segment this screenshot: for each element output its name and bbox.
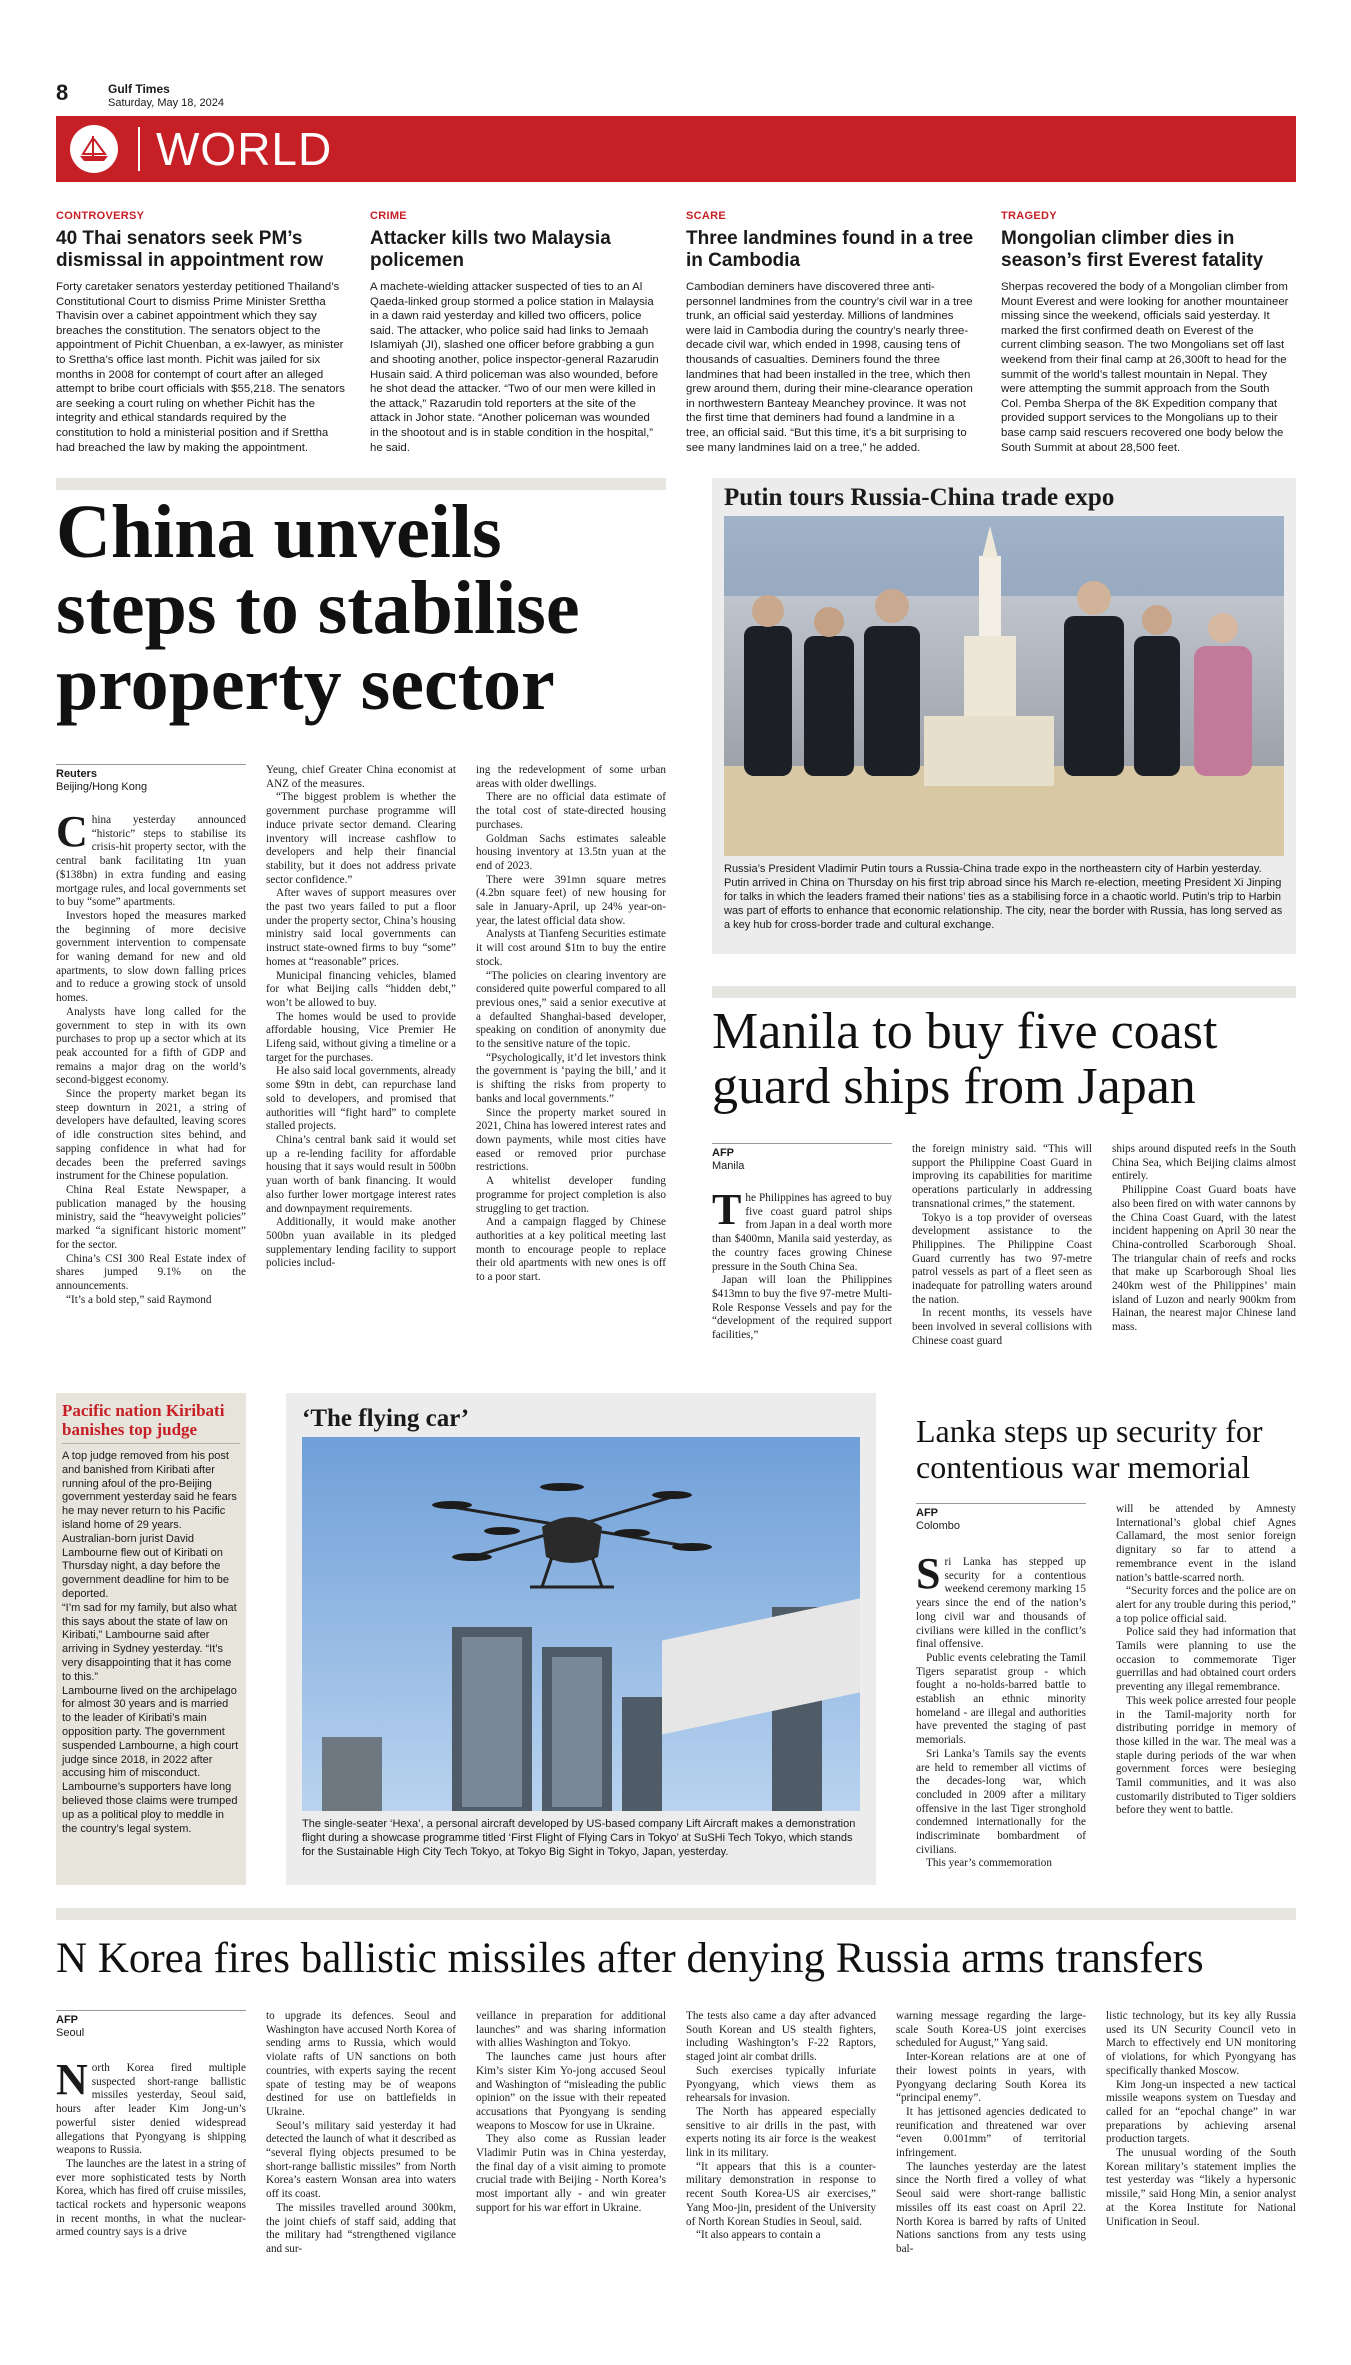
publication-name: Gulf Times (108, 82, 170, 96)
nkorea-col-4 (686, 2010, 876, 2243)
paragraph: China’s CSI 300 Real Estate index of shares jumped 9.1% on the announcements. (56, 1252, 246, 1292)
paragraph: Japan will loan the Philippines $413mn to buy the five 97-metre Multi-Role Response Vessels and pay for the “development of the required support facilities,” (712, 1274, 892, 1342)
brief-crime (370, 210, 660, 455)
paragraph: The launches are the latest in a string of ever more sophisticated tests by North Korea, which has fired off cruise missiles, tactical rockets and hypersonic weapons in recent months, in what the nuclear-armed country says is a drive (56, 2157, 246, 2239)
brief-scare (686, 210, 976, 455)
paragraph: Analysts at Tianfeng Securities estimate it will cost around $1tn to buy the entire stock. (476, 928, 666, 968)
china-headline: China unveils steps to stabilise property sector (56, 490, 580, 726)
manila-headline: Manila to buy five coast guard ships from Japan (712, 1003, 1218, 1115)
nkorea-col-2 (266, 2010, 456, 2257)
putin-photo (724, 516, 1284, 856)
paragraph: He also said local governments, already some $9tn in debt, can repurchase land sold to developers, and promised that authorities will “fight hard” to complete stalled projects. (266, 1065, 456, 1133)
paragraph: China yesterday announced “historic” steps to stabilise its crisis-hit property sector, with the central bank facilitating 1tn yuan ($138bn) in extra funding and easing mortgage rules, and local governments set to buy “some” apartments. (56, 807, 246, 909)
paragraph: China’s central bank said it would set up a re-lending facility for affordable housing that it says would result in 500bn yuan worth of bank financing. It would also further lower mortgage interest rates and downpayment requirements. (266, 1133, 456, 1215)
paragraph: The tests also came a day after advanced South Korean and US stealth fighters, including Washington’s F-22 Raptors, staged joint air combat drills. (686, 2010, 876, 2064)
paragraph: The Philippines has agreed to buy five coast guard patrol ships from Japan in a deal worth more than $400mn, Manila said yesterday, as the country faces growing Chinese pressure in the South China Sea. (712, 1185, 892, 1273)
byline: Reuters (56, 768, 97, 780)
section-rule (56, 1908, 1296, 1920)
lanka-byline-block (916, 1503, 1086, 1532)
flyingcar-photo (302, 1437, 860, 1811)
china-col-3 (476, 764, 666, 1285)
banner-divider (138, 127, 140, 171)
paragraph: Sri Lanka’s Tamils say the events are held to remember all victims of the decades-long war, which concluded in 2009 after a military offensive in the last Tiger stronghold condemned internationally for the indiscriminate bombardment of civilians. (916, 1747, 1086, 1856)
byline: AFP (712, 1147, 734, 1159)
nkorea-col-1 (56, 2055, 246, 2240)
paragraph: Goldman Sachs estimates saleable housing inventory at 13.5tn yuan at the end of 2023. (476, 832, 666, 872)
lanka-col-1 (916, 1549, 1086, 1871)
paragraph: And a campaign flagged by Chinese authorities at a key political meeting last month to encourage people to replace their old apartments with new ones is off to a poor start. (476, 1216, 666, 1284)
brief-tragedy (1001, 210, 1291, 455)
paragraph: veillance in preparation for additional launches” and was sharing information with allies Washington and Tokyo. (476, 2010, 666, 2050)
paragraph: the foreign ministry said. “This will support the Philippine Coast Guard in improving its capabilities for maritime operations particularly in addressing transnational crimes,” the statement. (912, 1143, 1092, 1210)
paragraph: Seoul’s military said yesterday it had detected the launch of what it described as “several flying objects presumed to be short-range ballistic missiles” from North Korea’s eastern Wonsan area into waters off its coast. (266, 2119, 456, 2201)
paragraph: “The policies on clearing inventory are considered quite powerful compared to all previous ones,” said a senior executive at a defaulted Shanghai-based developer, speaking on condition of anonymity due to the sensitive nature of the topic. (476, 969, 666, 1051)
paragraph: There were 391mn square metres (4.2bn square feet) of new housing for sale in January-April, up 24% year-on-year, the latest official data show. (476, 873, 666, 927)
paragraph: Lambourne’s supporters have long believed those claims were trumped up as a political ploy to meddle in the country’s legal system. (62, 1781, 238, 1835)
paragraph: Additionally, it would make another 500bn yuan available in its pledged supplementary lending facility to support policies includ- (266, 1216, 456, 1270)
byline: AFP (56, 2014, 78, 2026)
dateline: Seoul (56, 2027, 85, 2039)
paragraph: Analysts have long called for the government to step in with its own purchases to prop up a sector which at its peak accounted for a fifth of GDP and remains a major drag on the world’s second-biggest economy. (56, 1005, 246, 1087)
paragraph: listic technology, but its key ally Russia used its UN Security Council veto in March to effectively end UN monitoring of violations, for which Pyongyang has specifically thanked Moscow. (1106, 2010, 1296, 2077)
paragraph: Since the property market soured in 2021, China has lowered interest rates and down payments, while most cities have eased or removed prior purchase restrictions. (476, 1106, 666, 1174)
brief-kicker: TRAGEDY (1001, 210, 1057, 222)
brief-headline: Mongolian climber dies in season’s first Everest fatality (1001, 228, 1264, 271)
china-byline-block (56, 764, 246, 793)
paragraph: “I’m sad for my family, but also what this says about the state of law on Kiribati,” Lambourne said after arriving in Sydney yesterday. “It’s very disappointing that it has come to this.” (62, 1601, 237, 1683)
nkorea-col-3 (476, 2010, 666, 2216)
flyingcar-headline: ‘The flying car’ (302, 1405, 470, 1432)
paragraph: Australian-born jurist David Lambourne flew out of Kiribati on Thursday night, a day before the government deadline for him to be deported. (62, 1532, 229, 1600)
paragraph: Police said they had information that Tamils were planning to use the occasion to commemorate Tiger guerrillas and had obtained court orders preventing any illegal remembrance. (1116, 1626, 1296, 1694)
manila-col-2 (912, 1143, 1092, 1349)
paragraph: ships around disputed reefs in the South China Sea, which Beijing claims almost entirely. (1112, 1143, 1296, 1183)
paragraph: Tokyo is a top provider of overseas development assistance to the Philippines. The Philippine Coast Guard currently has two 97-metre patrol vessels as part of a fleet seen as inadequate for patrolling waters around the nation. (912, 1211, 1092, 1306)
brief-headline: 40 Thai senators seek PM’s dismissal in appointment row (56, 228, 324, 271)
page-number: 8 (56, 80, 69, 105)
paragraph: “Security forces and the police are on alert for any trouble during this period,” a top police official said. (1116, 1585, 1296, 1625)
lanka-headline: Lanka steps up security for contentious war memorial (916, 1413, 1263, 1485)
paragraph: Kim Jong-un inspected a new tactical missile weapons system on Tuesday and called for an “epochal change” in war preparations by achieving arsenal production targets. (1106, 2078, 1296, 2146)
paragraph: “It also appears to contain a (696, 2229, 821, 2242)
paragraph: Public events celebrating the Tamil Tigers separatist group - which fought a no-holds-barred battle to establish an ethnic minority homeland - are illegal and authorities have prevented the staging of past memorials. (916, 1651, 1086, 1747)
china-col-2 (266, 764, 456, 1271)
kiribati-body (62, 1450, 240, 1836)
manila-col-1 (712, 1185, 892, 1343)
manila-byline-block (712, 1143, 892, 1172)
nkorea-byline-block (56, 2010, 246, 2039)
paragraph: “The biggest problem is whether the government purchase programme will induce private sector demand. Clearing inventory will increase cashflow to developers and help their financial stability, but it does not address private sector confidence.” (266, 791, 456, 886)
brief-headline: Three landmines found in a tree in Cambodia (686, 228, 974, 271)
paragraph: This year’s commemoration (926, 1857, 1052, 1870)
kiribati-headline: Pacific nation Kiribati banishes top judge (62, 1401, 240, 1444)
kiribati-box (56, 1393, 246, 1885)
paragraph: The missiles travelled around 300km, the joint chiefs of staff said, adding that the military had “strengthened vigilance and sur- (266, 2201, 456, 2255)
paragraph: The homes would be used to provide affordable housing, Vice Premier He Lifeng said, without giving a timeline or a target for the purchases. (266, 1010, 456, 1064)
paragraph: ing the redevelopment of some urban areas with older dwellings. (476, 764, 666, 790)
paragraph: In recent months, its vessels have been involved in several collisions with Chinese coast guard (912, 1307, 1092, 1347)
section-title: WORLD (156, 123, 333, 175)
section-banner (56, 116, 1296, 182)
byline: AFP (916, 1507, 938, 1519)
paragraph: There are no official data estimate of the total cost of state-directed housing purchases. (476, 791, 666, 831)
manila-col-3 (1112, 1143, 1296, 1335)
paragraph: “Psychologically, it’d let investors think the government is ‘paying the bill,’ and it is shifting the risks from property to banks and local governments.” (476, 1051, 666, 1105)
flyingcar-caption: The single-seater ‘Hexa’, a personal aircraft developed by US-based company Lift Aircraft makes a demonstration flight during a showcase programme titled ‘First Flight of Flying Cars in Tokyo’ at SuSHi Tech Tokyo, which stands for the Sustainable High City Tech Tokyo, at Tokyo Big Sight in Tokyo, Japan, yesterday. (302, 1818, 856, 1858)
flyingcar-photo-box (286, 1393, 876, 1885)
nkorea-col-5 (896, 2010, 1086, 2257)
brief-body: A machete-wielding attacker suspected of ties to an Al Qaeda-linked group stormed a police station in Malaysia in a dawn raid yesterday and killed two officers, police said. The attacker, who police said had links to Jemaah Islamiyah (JI), slashed one officer before grabbing a gun and shooting another, police inspector-general Razarudin Husain said. A third policeman was also wounded, before he shot dead the attacker. “Two of our men were killed in the attack,” Razarudin told reporters at the site of the attack in Johor state. “Another policeman was wounded in the shootout and is in stable condition in the hospital,” he said. (370, 281, 659, 454)
nkorea-headline: N Korea fires ballistic missiles after denying Russia arms transfers (56, 1935, 1204, 1982)
lanka-col-2 (1116, 1503, 1296, 1818)
paragraph: Lambourne lived on the archipelago for almost 30 years and is married to the leader of Kiribati’s main opposition party. The government suspended Lambourne, a high court judge since 2018, in 2022 after accusing him of misconduct. (62, 1684, 239, 1780)
section-rule (56, 478, 666, 490)
nkorea-col-6 (1106, 2010, 1296, 2229)
section-rule (712, 986, 1296, 998)
paragraph: to upgrade its defences. Seoul and Washington have accused North Korea of sending arms to Russia, which would violate rafts of UN sanctions on both countries, with experts saying the recent spate of testing may be of weapons destined for use on battlefields in Ukraine. (266, 2010, 456, 2118)
brief-body: Sherpas recovered the body of a Mongolian climber from Mount Everest and were looking for another mountaineer missing since the weekend, officials said yesterday. It marked the first confirmed death on Everest of the current climbing season. The two Mongolians set off last weekend from their final camp at 26,300ft to head for the summit of the world’s tallest mountain in Nepal. They were attempting the summit approach from the South Col. Pemba Sherpa of the 8K Expedition company that provided support services to the Mongolians up to their base camp said rescuers recovered one body below the South Summit at about 28,500 feet. (1001, 281, 1289, 454)
paragraph: The launches yesterday are the latest since the North fired a volley of what Seoul said were short-range ballistic missiles off its east coast on April 22. North Korea is barred by rafts of United Nations sanctions from any tests using bal- (896, 2160, 1086, 2255)
putin-photo-box (712, 478, 1296, 954)
paragraph: Inter-Korean relations are at one of their lowest points in years, with Pyongyang declaring South Korea its “principal enemy”. (896, 2051, 1086, 2105)
brief-body: Forty caretaker senators yesterday petitioned Thailand’s Constitutional Court to dismiss Prime Minister Srettha Thavisin over a cabinet appointment which they say breaches the constitution. The senators object to the appointment of Pichit Chuenban, a ex-lawyer, as minister to Srettha’s office last month. Pichit was jailed for six months in 2008 for contempt of court after an alleged attempt to bribe court officials with $55,218. The senators are seeking a court ruling on whether Pichit has the integrity and ethical standards required by the constitution to hold a ministerial position and if Srettha had breached the law by making the appointment. (56, 281, 345, 454)
paragraph: It has jettisoned agencies dedicated to reunification and threatened war over “even 0.001mm” of territorial infringement. (896, 2105, 1086, 2160)
paragraph: Philippine Coast Guard boats have also been fired on with water cannons by the China Coast Guard, with the latest incident happening on April 30 near the China-controlled Scarborough Shoal. The triangular chain of reefs and rocks that make up Scarborough Shoal lies 240km west of the Philippines’ main island of Luzon and nearly 900km from Hainan, the nearest major Chinese land mass. (1112, 1184, 1296, 1334)
paragraph: The North has appeared especially sensitive to air drills in the past, with experts noting its air force is the weakest link in its military. (686, 2105, 876, 2160)
paragraph: “It appears that this is a counter-military demonstration in response to recent South Korea-US air exercises,” Yang Moo-jin, president of the University of North Korean Studies in Seoul, said. (686, 2160, 876, 2228)
paragraph: Investors hoped the measures marked the beginning of more decisive government intervention to compensate for waning demand for new and old apartments, to slow down falling prices and to reduce a growing stock of unsold homes. (56, 909, 246, 1005)
paragraph: “It’s a bold step,” said Raymond (66, 1293, 212, 1306)
paragraph: A whitelist developer funding programme for project completion is also struggling to get traction. (476, 1175, 666, 1215)
brief-kicker: CONTROVERSY (56, 210, 145, 222)
putin-caption: Russia’s President Vladimir Putin tours a Russia-China trade expo in the northeastern city of Harbin yesterday. Putin arrived in China on Thursday on his first trip abroad since his March re-election, meeting President Xi Jinping for talks in which the leaders framed their nations’ ties as a stabilising force in a chaotic world. Putin’s trip to Harbin was part of efforts to enhance that economic relationship. The city, near the border with Russia, has long served as a key hub for cross-border trade and cultural exchange. (724, 863, 1283, 931)
brief-kicker: CRIME (370, 210, 407, 222)
paragraph: After waves of support measures over the past two years failed to put a floor under the property sector, China’s housing ministry said local governments can instruct state-owned firms to buy “some” homes at “reasonable” prices. (266, 887, 456, 968)
putin-headline: Putin tours Russia-China trade expo (724, 484, 1115, 511)
paragraph: warning message regarding the large-scale South Korea-US joint exercises scheduled for August,” Yang said. (896, 2010, 1086, 2050)
brief-controversy (56, 210, 346, 455)
brief-kicker: SCARE (686, 210, 727, 222)
china-col-1 (56, 807, 246, 1307)
paragraph: Sri Lanka has stepped up security for a contentious weekend ceremony marking 15 years since the end of the nation’s long civil war and thousands of civilians were killed in the conflict’s final offensive. (916, 1549, 1086, 1651)
brief-headline: Attacker kills two Malaysia policemen (370, 228, 611, 271)
paragraph: Municipal financing vehicles, blamed for what Beijing calls “hidden debt,” won’t be allowed to buy. (266, 969, 456, 1009)
paragraph: They also come as Russian leader Vladimir Putin was in China yesterday, the final day of a visit aiming to promote crucial trade with Beijing - North Korea’s most important ally - and win greater support for his war effort in Ukraine. (476, 2133, 666, 2214)
dateline: Beijing/Hong Kong (56, 781, 148, 793)
paragraph: A top judge removed from his post and banished from Kiribati after running afoul of the pro-Beijing government yesterday said he fears he may never return to his Pacific island home of 29 years. (62, 1450, 237, 1531)
paragraph: Such exercises typically infuriate Pyongyang, which views them as rehearsals for invasion. (686, 2064, 876, 2105)
paragraph: Yeung, chief Greater China economist at ANZ of the measures. (266, 764, 456, 790)
publication-date: Saturday, May 18, 2024 (108, 97, 224, 109)
paragraph: This week police arrested four people in the Tamil-majority north for distributing porridge in memory of those killed in the war. The meal was a staple during periods of the war when government forces were besieging Tamil communities, and it was also customarily distributed to Tiger soldiers before they went to battle. (1116, 1694, 1296, 1817)
dhow-boat-icon (70, 125, 118, 173)
paragraph: The launches came just hours after Kim’s sister Kim Yo-jong accused Seoul and Washington of “misleading the public opinion” on the issue with their repeated accusations that Pyongyang is sending weapons to Moscow for use in Ukraine. (476, 2051, 666, 2132)
brief-body: Cambodian deminers have discovered three anti-personnel landmines from the country’s civil war in a tree trunk, an official said yesterday. Millions of landmines were laid in Cambodia during the country’s nearly three-decade civil war, which ended in 1998, causing tens of thousands of casualties. Deminers found the three landmines that had been installed in the tree, which then grew around them, during their mine-clearance operation in northwestern Banteay Meanchey province. It was not the first time that deminers had found a landmine in a tree, an official said. “But this time, it’s a bit surprising to see many landmines laid on a tree,” he added. (686, 281, 973, 454)
paragraph: China Real Estate Newspaper, a publication managed by the housing ministry, said the “heavyweight policies” marked “a significant historic moment” for the sector. (56, 1183, 246, 1251)
paragraph: Since the property market began its steep downturn in 2021, a string of developers have defaulted, leaving scores of idle construction sites behind, and sapping confidence in what had for decades been the preferred savings instrument for the Chinese population. (56, 1088, 246, 1183)
paragraph: will be attended by Amnesty International’s global chief Agnes Callamard, the most senior foreign dignitary so far to attend a remembrance event in the island nation’s battle-scarred north. (1116, 1503, 1296, 1584)
dateline: Manila (712, 1160, 745, 1172)
paragraph: The unusual wording of the South Korean military’s statement implies the test yesterday was “likely a hypersonic missile,” said Hong Min, a senior analyst at the Korea Institute for National Unification in Seoul. (1106, 2147, 1296, 2228)
paragraph: North Korea fired multiple suspected short-range ballistic missiles yesterday, Seoul said, hours after leader Kim Jong-un’s powerful sister denied widespread allegations that Pyongyang is shipping weapons to Russia. (56, 2055, 246, 2157)
dateline: Colombo (916, 1520, 961, 1532)
